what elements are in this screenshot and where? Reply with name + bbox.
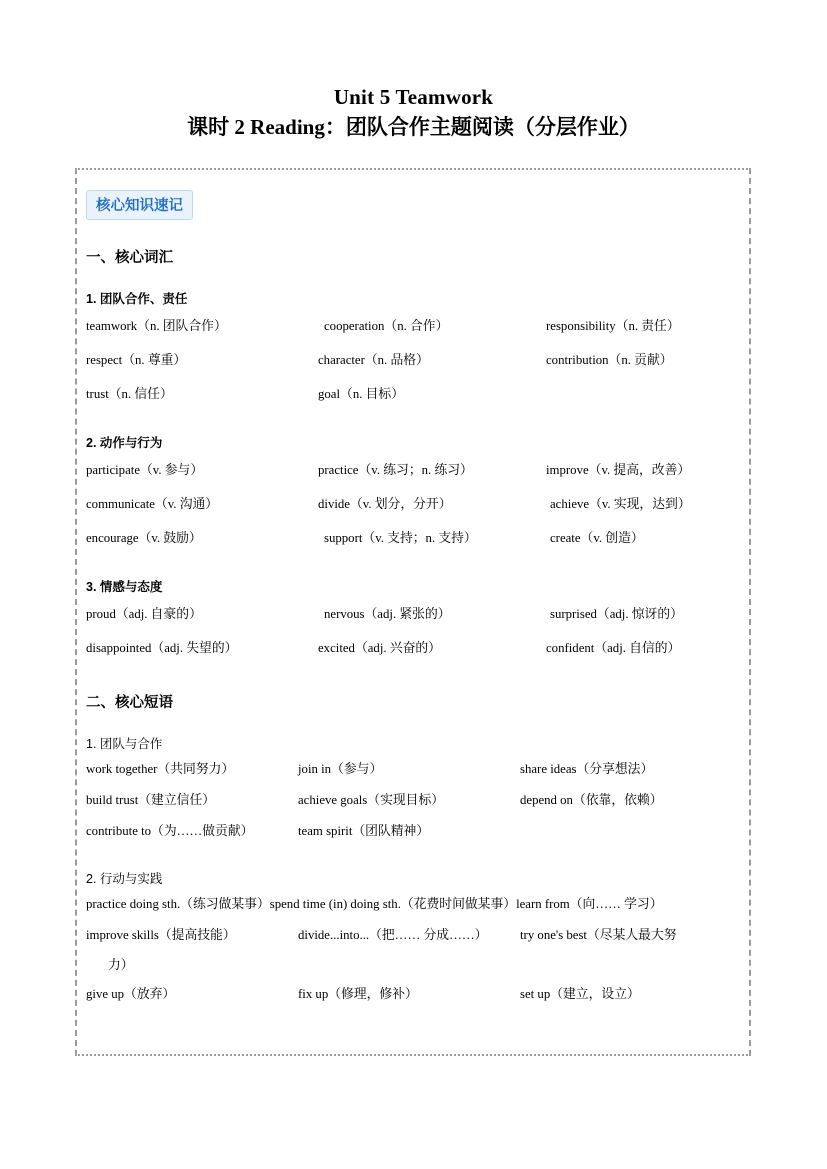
heading-core-phrases: 二、核心短语 [86, 695, 173, 711]
heading-vocab-group-2: 2. 动作与行为 [86, 436, 163, 450]
phrase-cell: team spirit（团队精神） [298, 824, 430, 838]
heading-vocab-group-3: 3. 情感与态度 [86, 580, 163, 594]
vocab-cell: encourage（v. 鼓励） [86, 531, 202, 545]
vocab-cell: divide（v. 划分，分开） [318, 497, 452, 511]
vocab-cell: surprised（adj. 惊讶的） [550, 607, 683, 621]
title-lesson: 课时 2 Reading：团队合作主题阅读（分层作业） [187, 115, 640, 139]
vocab-cell: disappointed（adj. 失望的） [86, 641, 238, 655]
vocab-cell: goal（n. 目标） [318, 387, 405, 401]
vocab-row [86, 521, 746, 555]
phrase-cell: fix up（修理，修补） [298, 987, 418, 1001]
vocab-cell: responsibility（n. 责任） [546, 319, 680, 333]
vocab-row [86, 343, 746, 377]
vocab-row [86, 377, 746, 411]
phrase-line: practice doing sth.（练习做某事）spend time (in) doing sth.（花费时间做某事）learn from（向…… 学习） [86, 897, 663, 911]
vocab-cell: support（v. 支持；n. 支持） [324, 531, 477, 545]
vocab-cell: achieve（v. 实现，达到） [550, 497, 691, 511]
vocab-cell: nervous（adj. 紧张的） [324, 607, 451, 621]
phrase-row [86, 754, 746, 785]
heading-core-vocabulary: 一、核心词汇 [86, 250, 173, 266]
vocab-cell: proud（adj. 自豪的） [86, 607, 202, 621]
title-unit: Unit 5 Teamwork [333, 85, 494, 109]
phrase-continuation: 力） [108, 958, 134, 972]
vocab-cell: practice（v. 练习；n. 练习） [318, 463, 473, 477]
vocab-cell: trust（n. 信任） [86, 387, 173, 401]
phrase-cell: contribute to（为……做贡献） [86, 824, 254, 838]
phrase-row [86, 979, 746, 1001]
phrase-cell: give up（放弃） [86, 987, 176, 1001]
phrase-row [86, 816, 746, 847]
vocab-cell: excited（adj. 兴奋的） [318, 641, 441, 655]
phrase-cell: depend on（依靠，依赖） [520, 793, 663, 807]
document-title [0, 84, 827, 142]
vocab-cell: contribution（n. 贡献） [546, 353, 673, 367]
phrase-cell: divide...into...（把…… 分成……） [298, 928, 488, 942]
vocab-cell: confident（adj. 自信的） [546, 641, 681, 655]
section-tag-core-knowledge: 核心知识速记 [86, 190, 193, 220]
phrase-cell: set up（建立，设立） [520, 987, 640, 1001]
vocab-cell: communicate（v. 沟通） [86, 497, 219, 511]
vocab-cell: teamwork（n. 团队合作） [86, 319, 227, 333]
vocab-row [86, 453, 746, 487]
phrase-row [86, 920, 746, 951]
phrase-cell: achieve goals（实现目标） [298, 793, 445, 807]
heading-vocab-group-1: 1. 团队合作、责任 [86, 292, 188, 306]
vocab-cell: character（n. 品格） [318, 353, 429, 367]
vocab-row [86, 309, 746, 343]
vocab-row [86, 487, 746, 521]
vocab-row [86, 631, 746, 665]
phrase-cell: share ideas（分享想法） [520, 762, 654, 776]
vocab-cell: create（v. 创造） [550, 531, 644, 545]
heading-phrase-group-2: 2. 行动与实践 [86, 872, 163, 886]
phrase-cell [520, 816, 746, 847]
phrase-cell: improve skills（提高技能） [86, 928, 236, 942]
phrase-cell: build trust（建立信任） [86, 793, 216, 807]
vocab-cell: participate（v. 参与） [86, 463, 204, 477]
phrase-row [86, 785, 746, 816]
vocab-row [86, 597, 746, 631]
phrase-cell: join in（参与） [298, 762, 383, 776]
heading-phrase-group-1: 1. 团队与合作 [86, 737, 163, 751]
content-area [86, 178, 746, 1048]
vocab-cell: improve（v. 提高，改善） [546, 463, 691, 477]
phrase-cell: work together（共同努力） [86, 762, 235, 776]
vocab-cell [546, 377, 746, 411]
vocab-cell: cooperation（n. 合作） [324, 319, 449, 333]
vocab-cell: respect（n. 尊重） [86, 353, 187, 367]
phrase-cell: try one's best（尽某人最大努 [520, 928, 677, 942]
